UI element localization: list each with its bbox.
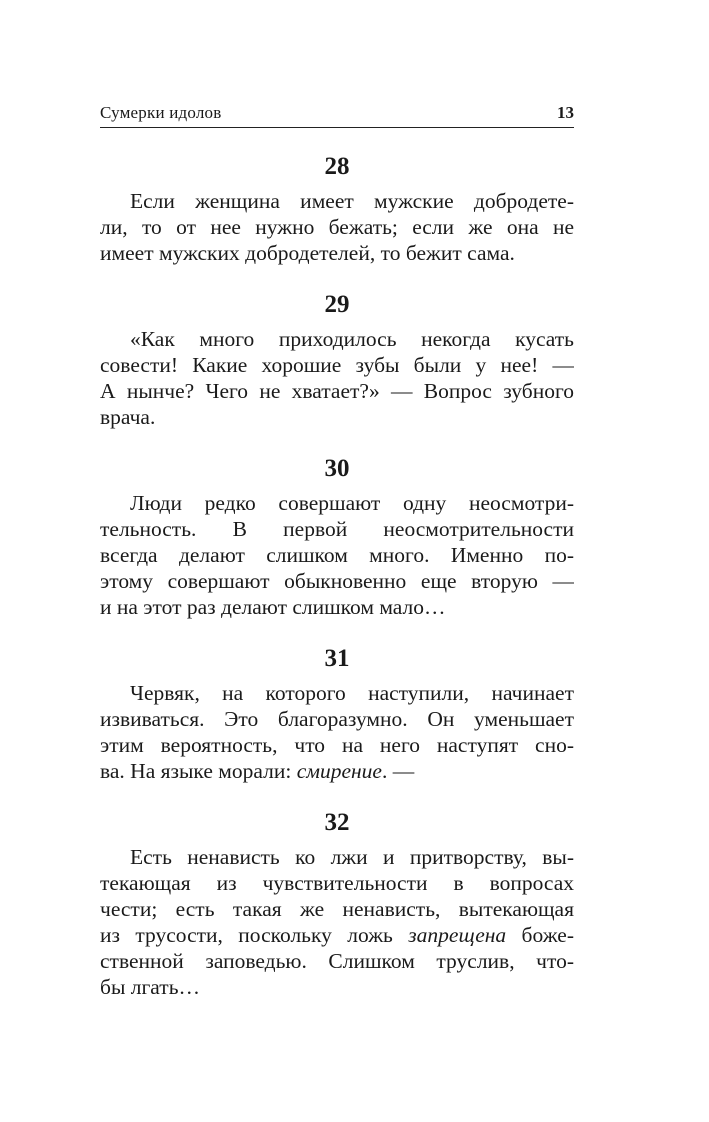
- aphorism-number: 29: [324, 291, 350, 318]
- text-line: «Как много приходилось некогда кусать: [130, 327, 574, 351]
- aphorism-number: 28: [324, 153, 350, 180]
- text-line: Если женщина имеет мужские добродете-: [130, 189, 574, 213]
- text-line: [100, 922, 574, 948]
- text-segment: ва. На языке морали:: [100, 759, 297, 783]
- text-segment: . —: [381, 759, 415, 783]
- aphorism-29: [100, 290, 574, 430]
- text-segment: из трусости, поскольку ложь: [100, 923, 409, 947]
- text-line: Червяк, на которого наступили, начинает: [130, 681, 574, 705]
- aphorism-31: [100, 644, 574, 784]
- text-line: Есть ненависть ко лжи и притворству, вы-: [130, 845, 574, 869]
- text-line: бы лгать…: [100, 975, 200, 999]
- aphorism-32: [100, 808, 574, 1000]
- text-line: всегда делают слишком много. Именно по-: [100, 543, 574, 567]
- running-title: Сумерки идолов: [100, 103, 222, 122]
- book-page: [100, 0, 574, 1122]
- text-line: ственной заповедью. Слишком труслив, что-: [100, 949, 574, 973]
- text-line: текающая из чувствительности в вопросах: [100, 871, 574, 895]
- aphorism-number: 32: [324, 809, 350, 836]
- text-line: извиваться. Это благоразумно. Он уменьшает: [100, 707, 574, 731]
- text-line: ли, то от нее нужно бежать; если же она не: [100, 215, 574, 239]
- text-line: совести! Какие хорошие зубы были у нее! —: [100, 353, 574, 377]
- text-line: тельность. В первой неосмотрительности: [100, 517, 574, 541]
- italic-term: запрещена: [408, 923, 507, 947]
- text-line: имеет мужских добродетелей, то бежит сама.: [100, 241, 515, 265]
- text-segment: боже-: [506, 923, 574, 947]
- text-line: чести; есть такая же ненависть, вытекающая: [100, 897, 574, 921]
- text-line: Люди редко совершают одну неосмотри-: [130, 491, 574, 515]
- aphorism-28: [100, 152, 574, 266]
- running-header: [100, 100, 574, 128]
- text-line: А нынче? Чего не хватает?» — Вопрос зубного: [100, 379, 574, 403]
- italic-term: смирение: [296, 759, 382, 783]
- page-content: [100, 152, 574, 1000]
- aphorism-number: 30: [324, 455, 350, 482]
- text-line: и на этот раз делают слишком мало…: [100, 595, 446, 619]
- aphorism-30: [100, 454, 574, 620]
- text-line: [100, 758, 574, 784]
- text-line: этим вероятность, что на него наступят сно-: [100, 733, 574, 757]
- text-line: этому совершают обыкновенно еще вторую —: [100, 569, 574, 593]
- text-line: врача.: [100, 405, 156, 429]
- aphorism-number: 31: [324, 645, 350, 672]
- page-number: 13: [557, 103, 574, 122]
